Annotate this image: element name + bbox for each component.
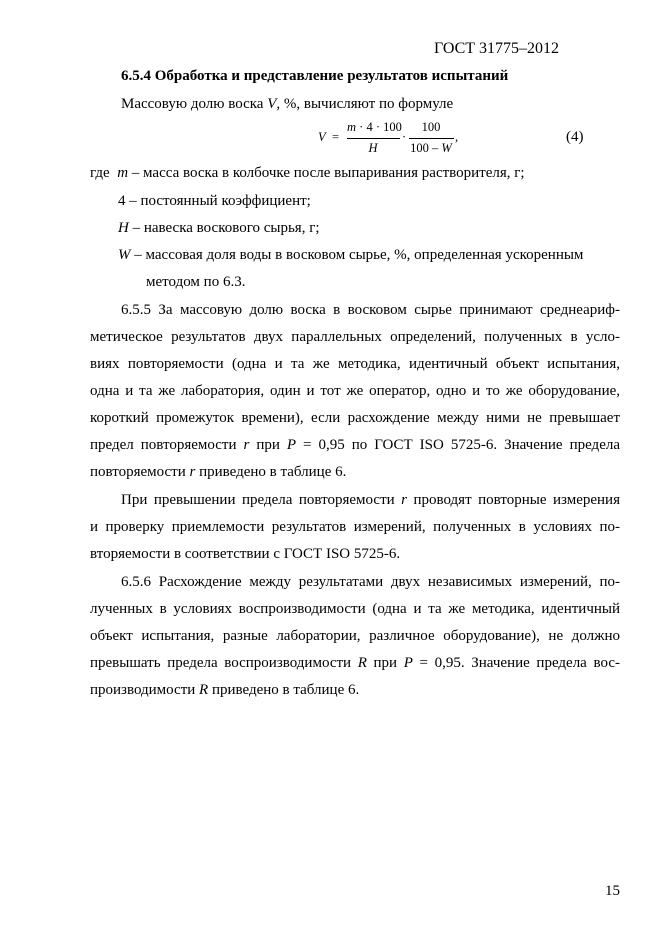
definition-text: – массовая доля воды в восковом сырье, %, определенная ускоренным [130, 247, 584, 263]
paragraph-6-5-5-line-3: виях повторяемости (одна и та же методика, идентичный объект испытания, [90, 356, 620, 372]
formula-equals: = [332, 130, 340, 144]
fraction1-bar [347, 138, 400, 139]
fraction2-bar [409, 138, 454, 139]
paragraph-6-5-5-line-6: предел повторяемости r при P = 0,95 по ГОСТ ISO 5725-6. Значение предела [90, 437, 620, 453]
formula-dot: · [402, 130, 407, 144]
paragraph-6-5-6-line-3: объект испытания, разные лаборатории, различное оборудование), не должно [90, 628, 620, 644]
formula-lhs: V [318, 130, 326, 144]
section-heading-6-5-4: 6.5.4 Обработка и представление результатов испытаний [121, 68, 509, 84]
fraction2-denominator: 100 – W [410, 141, 452, 155]
intro-text: Массовую долю воска [121, 96, 268, 112]
paragraph-6-5-5-line-1: 6.5.5 За массовую долю воска в восковом сырье принимают среднеариф- [121, 302, 620, 318]
definition-text: – масса воска в колбочке после выпаривания растворителя, г; [128, 165, 525, 181]
paragraph-6-5-6-line-1: 6.5.6 Расхождение между результатами двух независимых измерений, по- [121, 574, 620, 590]
paragraph-repeatability-line-3: вторяемости в соответствии с ГОСТ ISO 5725-6. [90, 546, 401, 562]
symbol-4: 4 [118, 193, 126, 209]
definition-text: – постоянный коэффициент; [125, 193, 311, 209]
fraction2-numerator: 100 [421, 120, 441, 134]
paragraph-repeatability-line-1: При превышении предела повторяемости r проводят повторные измерения [121, 492, 620, 508]
paragraph-repeatability-line-2: и проверку приемлемости результатов измерений, полученных в условиях по- [90, 519, 620, 535]
intro-text-end: , %, вычисляют по формуле [276, 96, 454, 112]
formula-intro [121, 97, 453, 112]
formula-comma: , [455, 130, 459, 144]
paragraph-6-5-6-line-2: лученных в условиях воспроизводимости (одна и та же методика, идентичный [90, 601, 620, 617]
symbol-m: m [117, 165, 129, 181]
fraction1-numerator: m · 4 · 100 [347, 120, 402, 134]
page-number: 15 [605, 883, 620, 899]
paragraph-6-5-6-line-4: превышать предела воспроизводимости R при P = 0,95. Значение предела вос- [90, 655, 620, 671]
paragraph-6-5-5-line-2: метическое результатов двух параллельных определений, полученных в усло- [90, 329, 620, 345]
paragraph-6-5-5-line-4: одна и та же лаборатория, один и тот же оператор, одно и то же оборудование, [90, 383, 620, 399]
definition-h [118, 221, 320, 236]
paragraph-6-5-5-line-5: короткий промежуток времени), если расхождение между ними не превышает [90, 410, 620, 426]
symbol-h: H [118, 220, 129, 236]
paragraph-6-5-6-line-5: производимости R приведено в таблице 6. [90, 682, 360, 698]
definition-w-continuation: методом по 6.3. [146, 274, 246, 290]
fraction1-denominator: H [368, 141, 378, 155]
document-standard-header: ГОСТ 31775–2012 [434, 40, 560, 57]
where-word: где [90, 165, 110, 181]
intro-variable: V [267, 96, 277, 112]
definition-text: – навеска воскового сырья, г; [128, 220, 320, 236]
definition-m [90, 166, 525, 181]
symbol-w: W [118, 247, 131, 263]
paragraph-6-5-5-line-7: повторяемости r приведено в таблице 6. [90, 464, 347, 480]
formula-number: (4) [566, 129, 584, 145]
definition-4 [118, 194, 311, 209]
definition-w [118, 248, 583, 263]
